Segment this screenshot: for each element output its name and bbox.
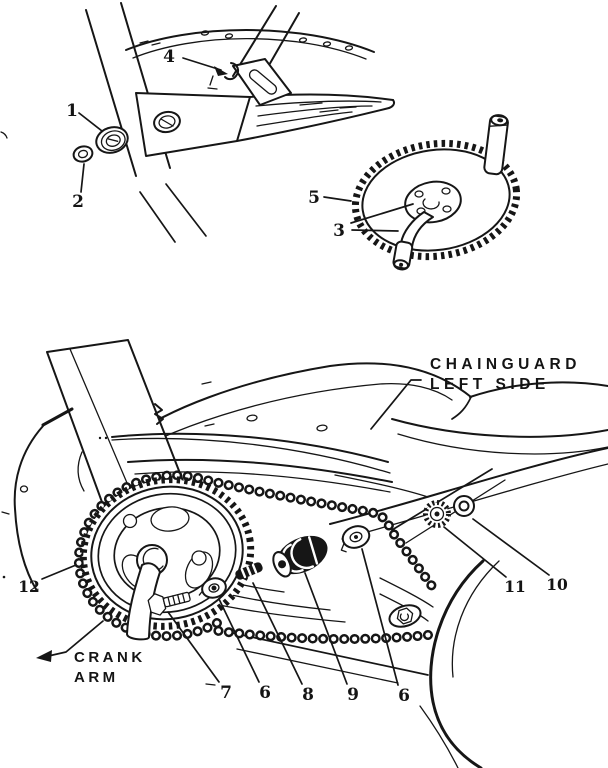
callout-9: 9 (347, 685, 359, 705)
callout-11: 11 (504, 577, 526, 596)
chainguard-slot-2 (317, 425, 328, 432)
callout-6-right: 6 (398, 686, 410, 706)
bracket-plate (136, 93, 250, 156)
sprocket-nut-11 (426, 503, 449, 526)
leader-10 (473, 519, 549, 575)
callout-5: 5 (308, 188, 320, 208)
plate-hole-1 (124, 515, 137, 528)
crank-arm-label-line1: CRANK (74, 649, 146, 666)
leader-2 (81, 164, 84, 192)
leader-4-arrowhead (214, 66, 228, 76)
callout-3: 3 (333, 221, 345, 241)
leader-chainguard (371, 380, 421, 429)
crank-stub-upper (484, 114, 509, 175)
chainstay-2 (342, 464, 608, 539)
callout-8: 8 (302, 685, 314, 705)
leader-3b (352, 230, 398, 231)
callout-10: 10 (546, 575, 568, 594)
bushing-9 (268, 528, 334, 583)
nut-6-right (336, 523, 373, 553)
leader-1 (79, 113, 102, 131)
leader-12 (42, 565, 76, 579)
wheel-edge (431, 561, 483, 768)
frame-bolt (387, 602, 424, 631)
chainguard-label-line1: CHAINGUARD (430, 356, 581, 373)
nut-2 (72, 144, 94, 163)
chainguard-slot-1 (247, 415, 258, 422)
chainwheel-5 (348, 114, 524, 271)
crank-arm-label-line2: ARM (74, 669, 119, 686)
backing-disc-edge (2, 409, 84, 591)
plate-hole-2 (192, 551, 206, 565)
upper-assembly (1, 3, 524, 271)
leader-5 (324, 197, 351, 201)
wheel-inner-edge (452, 561, 499, 677)
callout-6-left: 6 (259, 683, 271, 703)
fender-lower-curve-1 (392, 419, 608, 437)
lower-assembly (2, 340, 608, 768)
chainguard-right-edge (452, 397, 471, 419)
callout-1: 1 (66, 101, 78, 121)
callout-7: 7 (220, 683, 232, 703)
callout-4: 4 (163, 47, 175, 67)
callout-12: 12 (18, 577, 40, 596)
callout-2: 2 (72, 192, 84, 212)
chainguard-label-line2: LEFT SIDE (430, 376, 550, 393)
washer-10 (454, 496, 474, 516)
